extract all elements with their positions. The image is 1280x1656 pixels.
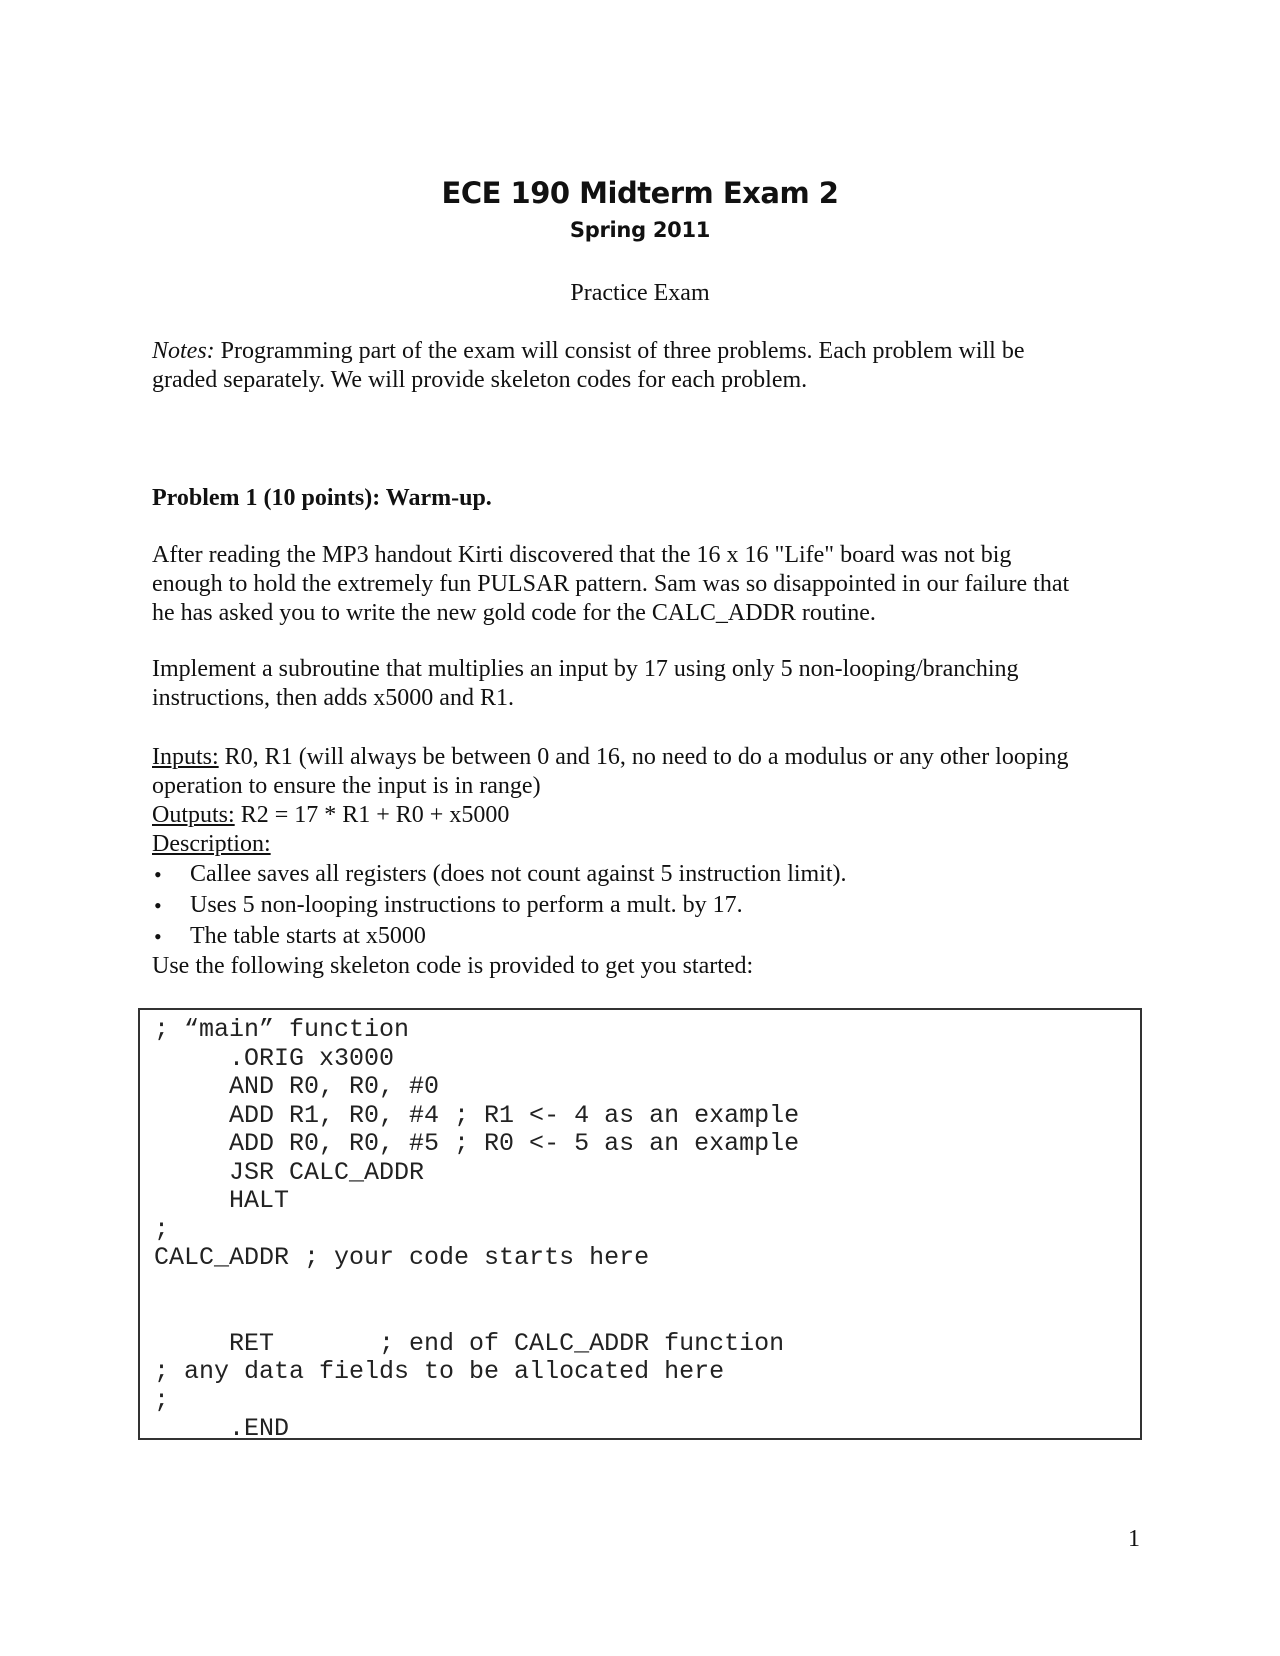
description-label: Description: (152, 831, 271, 857)
code-line: .END (154, 1414, 290, 1443)
problem-1-spec (152, 743, 1142, 981)
intro-line: After reading the MP3 handout Kirti discovered that the 16 x 16 "Life" board was not big (152, 542, 1012, 568)
bullet-icon: • (154, 924, 162, 949)
skeleton-code (154, 1016, 799, 1444)
code-line: ; (154, 1214, 170, 1244)
bullet-item (152, 859, 1142, 890)
description-line (152, 830, 1142, 859)
inputs-text: R0, R1 (will always be between 0 and 16, no need to do a modulus or any other looping (218, 744, 1069, 770)
bullet-text: Uses 5 non-looping instructions to perform a mult. by 17. (190, 892, 743, 918)
inputs-line (152, 743, 1142, 772)
problem-1-intro (152, 541, 1142, 628)
code-line: RET ; end of CALC_ADDR function (154, 1328, 785, 1358)
exam-term: Spring 2011 (569, 218, 711, 242)
notes-paragraph (152, 337, 1142, 395)
bullet-text: Callee saves all registers (does not count against 5 instruction limit). (190, 861, 847, 887)
bullet-item (152, 921, 1142, 952)
code-line: HALT (154, 1186, 290, 1215)
code-line: .ORIG x3000 (154, 1043, 395, 1073)
notes-label: Notes: (152, 338, 215, 364)
task-line: Implement a subroutine that multiplies an input by 17 using only 5 non-looping/branching (152, 656, 1019, 682)
inputs-line-2: operation to ensure the input is in range) (152, 773, 541, 799)
bullet-item (152, 890, 1142, 921)
outputs-line (152, 801, 1142, 830)
problem-1-task (152, 655, 1142, 713)
outputs-label: Outputs: (152, 802, 235, 828)
code-line: AND R0, R0, #0 (154, 1072, 440, 1101)
bullet-icon: • (154, 862, 162, 887)
bullet-icon: • (154, 893, 162, 918)
page-number: 1 (1128, 1526, 1140, 1552)
code-line: ADD R0, R0, #5 ; R0 <- 5 as an example (154, 1129, 800, 1158)
inputs-label: Inputs: (152, 744, 219, 770)
task-line: instructions, then adds x5000 and R1. (152, 685, 514, 711)
code-line: ADD R1, R0, #4 ; R1 <- 4 as an example (154, 1100, 800, 1130)
notes-line-1 (152, 337, 1142, 366)
intro-line: he has asked you to write the new gold code for the CALC_ADDR routine. (152, 600, 876, 626)
description-bullets (152, 859, 1142, 952)
problem-1-heading: Problem 1 (10 points): Warm-up. (152, 485, 492, 511)
code-line: CALC_ADDR ; your code starts here (154, 1243, 650, 1272)
skeleton-code-box (138, 1008, 1142, 1443)
practice-exam-label: Practice Exam (570, 280, 710, 306)
code-line: ; “main” function (154, 1015, 410, 1044)
bullet-text: The table starts at x5000 (190, 923, 426, 949)
notes-line-2: graded separately. We will provide skeleton codes for each problem. (152, 367, 808, 393)
code-line: ; any data fields to be allocated here (154, 1357, 725, 1386)
notes-text-1: Programming part of the exam will consist of three problems. Each problem will be (214, 338, 1025, 364)
code-line: ; (154, 1385, 170, 1415)
code-line: JSR CALC_ADDR (154, 1157, 425, 1187)
outputs-text: R2 = 17 * R1 + R0 + x5000 (234, 802, 510, 828)
intro-line: enough to hold the extremely fun PULSAR pattern. Sam was so disappointed in our failure that (152, 571, 1070, 597)
skeleton-intro: Use the following skeleton code is provided to get you started: (152, 953, 754, 979)
exam-title: ECE 190 Midterm Exam 2 (441, 176, 839, 210)
